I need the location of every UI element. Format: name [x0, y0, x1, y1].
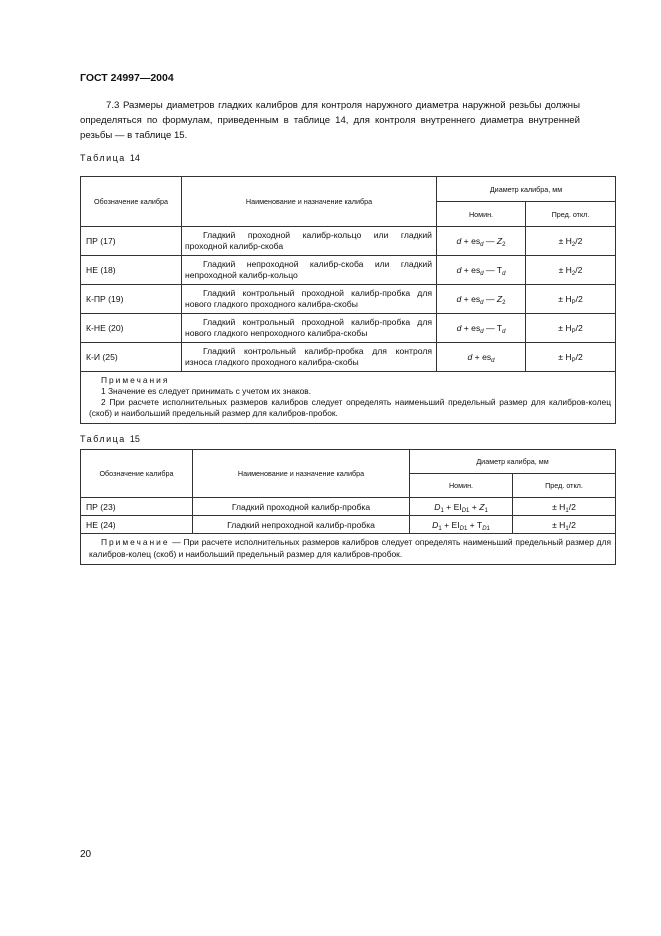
deviation-cell: ± $H_P/2$: [526, 343, 616, 372]
designation-cell: ПР (17): [81, 227, 182, 256]
table-15: [80, 449, 616, 565]
nominal-cell: $d + es_d$ — $T_d$: [437, 314, 526, 343]
table15-caption-number: 15: [129, 434, 140, 444]
table-row: [81, 516, 616, 534]
name-cell: [182, 256, 437, 285]
table-row: [81, 314, 616, 343]
designation-cell: НЕ (18): [81, 256, 182, 285]
nominal-cell: $D_1 + EI_{D1} + Z_1$: [410, 498, 513, 516]
document-header: ГОСТ 24997—2004: [80, 72, 174, 84]
nominal-cell: $D_1 + EI_{D1} + T_{D1}$: [410, 516, 513, 534]
table15-note: [81, 534, 616, 565]
name-text: Гладкий непроходной калибр-скоба или гладкий непроходной калибр-кольцо: [185, 259, 432, 280]
name-cell: [182, 285, 437, 314]
nominal-cell: $d + es_d$ — $Z_2$: [437, 227, 526, 256]
name-text: Гладкий контрольный проходной калибр-пробка для нового гладкого непроходного калибра-скобы: [185, 317, 432, 338]
nominal-cell: $d + es_d$ — $T_d$: [437, 256, 526, 285]
table-row: [81, 343, 616, 372]
table15-header-diameter: Диаметр калибра, мм: [410, 450, 616, 474]
table15-notes-row: [81, 534, 616, 565]
designation-cell: К-ПР (19): [81, 285, 182, 314]
deviation-cell: ± $H_2/2$: [526, 256, 616, 285]
deviation-cell: ± $H_P/2$: [526, 314, 616, 343]
table14-caption-number: 14: [129, 153, 140, 163]
notes-heading: Примечания: [101, 375, 170, 385]
note-label: Примечание: [101, 537, 170, 547]
table15-header-nom: Номин.: [410, 474, 513, 498]
table-row: [81, 256, 616, 285]
table15-caption: [80, 434, 140, 444]
table-row: [81, 498, 616, 516]
designation-cell: К-НЕ (20): [81, 314, 182, 343]
table15-header-name: Наименование и назначение калибра: [193, 450, 410, 498]
nominal-cell: $d + es_d$: [437, 343, 526, 372]
name-text: Гладкий контрольный проходной калибр-пробка для нового гладкого проходного калибра-скобы: [185, 288, 432, 309]
table15-caption-word: Таблица: [80, 434, 126, 444]
table-row: [81, 285, 616, 314]
designation-cell: ПР (23): [81, 498, 193, 516]
page-number: 20: [80, 849, 92, 860]
table14-caption-word: Таблица: [80, 153, 126, 163]
deviation-cell: ± $H_1/2$: [513, 516, 616, 534]
table14-header-nom: Номин.: [437, 202, 526, 227]
name-text: Гладкий контрольный калибр-пробка для контроля износа гладкого проходного калибра-скобы: [185, 346, 432, 367]
designation-cell: К-И (25): [81, 343, 182, 372]
table-14: [80, 176, 616, 424]
table14-header-designation: Обозначение калибра: [81, 177, 182, 227]
table14-header-name: Наименование и назначение калибра: [182, 177, 437, 227]
deviation-cell: ± $H_1/2$: [513, 498, 616, 516]
nominal-cell: $d + es_d$ — $Z_2$: [437, 285, 526, 314]
section-paragraph: [80, 98, 580, 143]
designation-cell: НЕ (24): [81, 516, 193, 534]
table14-caption: [80, 153, 140, 163]
note-text: — При расчете исполнительных размеров калибров следует определять наименьший предельный размер для калибров-колец (скоб) и наибольший предельный размер для калибров-пробок.: [89, 537, 611, 559]
table14-notes-row: [81, 372, 616, 424]
paragraph-text: 7.3 Размеры диаметров гладких калибров для контроля наружного диаметра наружной резьбы должны определяться по формулам, приведенным в таблице 14, для контроля внутреннего диаметра внутренней резьбы — в таблице 15.: [80, 100, 580, 141]
deviation-cell: ± $H_2/2$: [526, 227, 616, 256]
name-cell: Гладкий проходной калибр-пробка: [193, 498, 410, 516]
name-cell: [182, 343, 437, 372]
deviation-cell: ± $H_P/2$: [526, 285, 616, 314]
table15-header-designation: Обозначение калибра: [81, 450, 193, 498]
table-row: [81, 227, 616, 256]
note-2: 2 При расчете исполнительных размеров калибров следует определять наименьший предельный размер для калибров-колец (скоб) и наибольший предельный размер для калибров-пробок.: [89, 397, 611, 418]
note-1: 1 Значение es следует принимать с учетом их знаков.: [101, 386, 312, 396]
table15-header-dev: Пред. откл.: [513, 474, 616, 498]
table14-header-dev: Пред. откл.: [526, 202, 616, 227]
table14-notes: [81, 372, 616, 424]
name-cell: [182, 227, 437, 256]
name-cell: [182, 314, 437, 343]
name-cell: Гладкий непроходной калибр-пробка: [193, 516, 410, 534]
table14-header-diameter: Диаметр калибра, мм: [437, 177, 616, 202]
name-text: Гладкий проходной калибр-кольцо или гладкий проходной калибр-скоба: [185, 230, 432, 251]
